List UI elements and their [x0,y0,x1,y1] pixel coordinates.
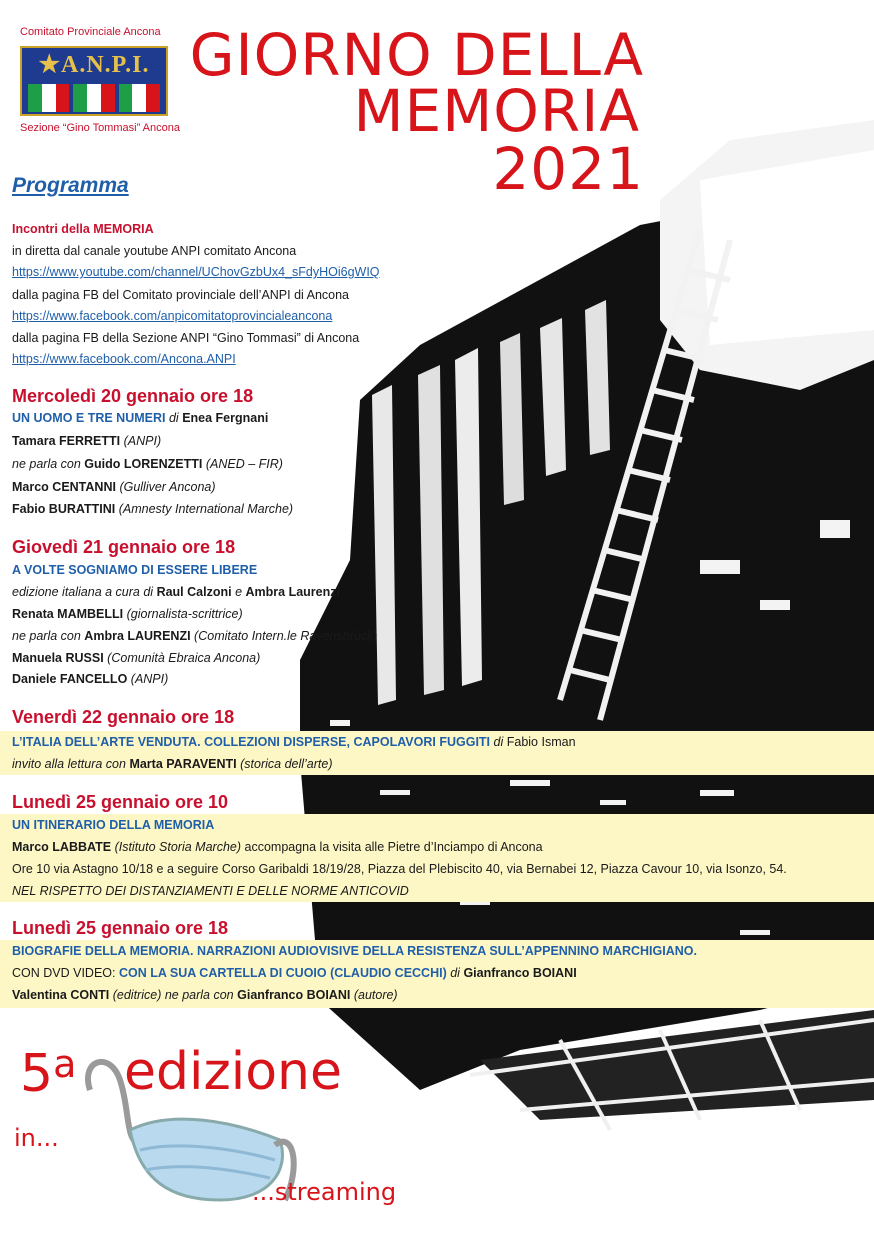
edition-ordinal: a [53,1042,77,1086]
event-5-line-2 [12,966,577,981]
event-1-author: Enea Fergnani [182,411,269,425]
event-2-person-4 [12,672,168,687]
event-5-di: di [450,966,460,980]
person-role: (Gulliver Ancona) [119,480,216,494]
event-4-notice: NEL RISPETTO DEI DISTANZIAMENTI E DELLE NORME ANTICOVID [12,884,409,898]
event-1-day: Mercoledì 20 gennaio ore 18 [12,386,254,406]
person-role: (Istituto Storia Marche) [114,840,242,854]
dvd-label: CON DVD VIDEO: [12,966,116,980]
person-name: Daniele FANCELLO [12,672,128,686]
person-name: Guido LORENZETTI [84,457,203,471]
italian-flags-icon [28,84,160,112]
event-1-di: di [168,411,179,425]
event-3-line-2 [12,757,333,772]
logo-bottom-text: Sezione “Gino Tommasi” Ancona [20,122,180,134]
dvd-title: CON LA SUA CARTELLA DI CUOIO (CLAUDIO CECCHI) [118,966,447,980]
incontri-heading: Incontri della MEMORIA [12,222,154,236]
person-name: Renata MAMBELLI [12,607,124,621]
person-role: (ANPI) [123,434,162,448]
person-name: Ambra LAURENZI [84,629,191,643]
event-4-line-2 [12,840,543,855]
reading-intro: invito alla lettura con [12,757,126,771]
edition-intro: edizione italiana a cura di [12,585,154,599]
person-name: Fabio BURATTINI [12,502,116,516]
edizione-word: edizione [124,1042,342,1102]
person-name: Valentina CONTI [12,988,110,1002]
event-3-title-line [12,735,576,750]
title-year: 2021 [492,135,644,203]
edition-digit: 5 [20,1044,54,1104]
person-role: (ANED – FIR) [205,457,283,471]
event-5-title: BIOGRAFIE DELLA MEMORIA. NARRAZIONI AUDIOVISIVE DELLA RESISTENZA SULL’APPENNINO MARCHIGIANO. [12,944,697,958]
event-2-day: Giovedì 21 gennaio ore 18 [12,537,236,557]
person-intro: ne parla con [12,629,81,643]
event-3-author: Fabio Isman [506,735,576,749]
person-name: Marco CENTANNI [12,480,116,494]
person-role: (Comitato Intern.le Ravensbrück) [194,629,378,643]
in-word: in... [14,1124,59,1152]
editor-name: Ambra Laurenzi [245,585,340,599]
incontri-line-2: dalla pagina FB del Comitato provinciale dell’ANPI di Ancona [12,288,349,302]
logo-top-text: Comitato Provinciale Ancona [20,26,161,38]
person-role: (autore) [353,988,398,1002]
title-line-2: MEMORIA [353,77,640,145]
event-1-person-3 [12,480,216,495]
conjunction: e [235,585,243,599]
event-3-di: di [493,735,504,749]
incontri-line-3: dalla pagina FB della Sezione ANPI “Gino Tommasi” di Ancona [12,331,360,345]
anpi-logo [20,46,168,116]
event-5-line-3 [12,988,398,1003]
person-name: Tamara FERRETTI [12,434,121,448]
event-1-title: UN UOMO E TRE NUMERI [12,411,166,425]
programma-heading: Programma [12,174,129,197]
event-2-person-2 [12,629,377,644]
event-1-person-1 [12,434,161,449]
event-2-edition [12,585,340,600]
facebook-comitato-link[interactable]: https://www.facebook.com/anpicomitatoprovincialeancona [12,309,333,323]
event-4-itinerary: Ore 10 via Astagno 10/18 e a seguire Corso Garibaldi 18/19/28, Piazza del Plebiscito 40, via Bernabei 12, Piazza Cavour 10, via Isonzo, 54. [12,862,787,876]
visit-description: accompagna la visita alle Pietre d’Inciampo di Ancona [244,840,543,854]
person-intro: ne parla con [12,457,81,471]
edition-number [20,1042,76,1104]
event-2-person-3 [12,651,260,666]
person-role: (ANPI) [130,672,169,686]
editor-name: Raul Calzoni [156,585,232,599]
event-5-day: Lunedì 25 gennaio ore 18 [12,918,229,938]
person-role: (giornalista-scrittrice) [126,607,243,621]
streaming-word: ...streaming [252,1178,397,1206]
incontri-line-1: in diretta dal canale youtube ANPI comitato Ancona [12,244,297,258]
person-role: (editrice) ne parla con [112,988,234,1002]
person-name: Gianfranco BOIANI [237,988,351,1002]
event-2-title: A VOLTE SOGNIAMO DI ESSERE LIBERE [12,563,258,577]
person-name: Gianfranco BOIANI [463,966,577,980]
event-3-title: L’ITALIA DELL’ARTE VENDUTA. COLLEZIONI DISPERSE, CAPOLAVORI FUGGITI [12,735,491,749]
event-2-person-1 [12,607,243,622]
person-role: (Amnesty International Marche) [118,502,294,516]
youtube-link[interactable]: https://www.youtube.com/channel/UChovGzbUx4_sFdyHOi6gWIQ [12,265,380,279]
person-role: (Comunità Ebraica Ancona) [107,651,261,665]
event-1-title-line [12,411,268,426]
event-4-day: Lunedì 25 gennaio ore 10 [12,792,229,812]
event-1-person-4 [12,502,293,517]
event-4-title: UN ITINERARIO DELLA MEMORIA [12,818,215,832]
person-name: Manuela RUSSI [12,651,104,665]
person-role: (storica dell’arte) [240,757,333,771]
logo-name: ★A.N.P.I. [38,52,150,78]
person-name: Marco LABBATE [12,840,112,854]
event-3-day: Venerdì 22 gennaio ore 18 [12,707,235,727]
title-line-1: GIORNO DELLA [189,21,644,89]
person-name: Marta PARAVENTI [129,757,237,771]
event-1-person-2 [12,457,283,472]
facebook-sezione-link[interactable]: https://www.facebook.com/Ancona.ANPI [12,352,236,366]
